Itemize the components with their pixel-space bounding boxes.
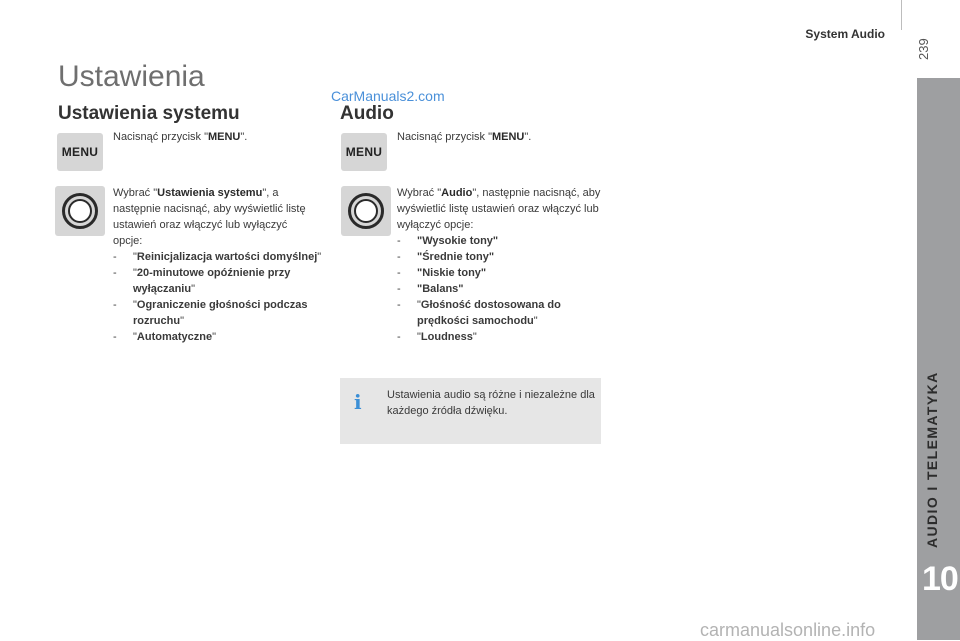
system-step1-prefix: Nacisnąć przycisk " <box>113 131 208 143</box>
list-item: - "Średnie tony" <box>397 251 495 263</box>
audio-step2-prefix: Wybrać " <box>397 187 442 199</box>
system-step1-suffix: ". <box>240 131 248 143</box>
system-options-list <box>113 249 323 345</box>
system-step2-prefix: Wybrać " <box>113 187 158 199</box>
audio-step1-suffix: ". <box>524 131 532 143</box>
audio-step2-bold: Audio <box>441 187 473 199</box>
list-item: - "Niskie tony" <box>397 267 487 279</box>
menu-button-icon <box>57 133 103 171</box>
chapter-label: AUDIO I TELEMATYKA <box>924 371 940 548</box>
list-item: - "Wysokie tony" <box>397 235 499 247</box>
list-item: - "20-minutowe opóźnienie przy wyłączaniu" <box>113 267 291 295</box>
list-item: - "Balans" <box>397 283 464 295</box>
list-item: - "Ograniczenie głośności podczas rozruchu" <box>113 299 308 327</box>
menu-button-icon <box>341 133 387 171</box>
rotary-knob-icon <box>341 186 391 236</box>
list-item: - "Głośność dostosowana do prędkości samochodu" <box>397 299 561 327</box>
list-item: - "Loudness" <box>397 331 477 343</box>
list-item: - "Automatyczne" <box>113 331 216 343</box>
audio-step1-prefix: Nacisnąć przycisk " <box>397 131 492 143</box>
system-step1-text <box>113 129 303 145</box>
page-number: 239 <box>916 38 931 60</box>
audio-step1-bold: MENU <box>491 131 525 143</box>
system-settings-title: Ustawienia systemu <box>58 103 240 124</box>
audio-options-list <box>397 233 597 345</box>
header-divider <box>901 0 902 30</box>
rotary-knob-icon <box>55 186 105 236</box>
watermark-bottom: carmanualsonline.info <box>700 620 876 640</box>
info-icon: i <box>354 390 362 414</box>
system-step2-suffix: ", a następnie nacisnąć, aby wyświetlić listę ustawień oraz włączyć lub wyłączyć opcje: <box>113 187 306 247</box>
menu-button-label: MENU <box>61 145 99 159</box>
menu-button-label: MENU <box>345 145 383 159</box>
chapter-sidebar <box>917 78 960 640</box>
audio-step2-suffix: ", następnie nacisnąć, aby wyświetlić listę ustawień oraz włączyć lub wyłączyć opcje: <box>397 187 601 231</box>
chapter-number: 10 <box>922 560 958 598</box>
info-text: Ustawienia audio są różne i niezależne dla każdego źródła dźwięku. <box>387 389 595 417</box>
audio-step1-text <box>397 129 597 145</box>
system-step2-bold: Ustawienia systemu <box>157 187 263 199</box>
audio-title: Audio <box>340 103 394 124</box>
audio-step2-text <box>397 185 607 233</box>
header-title: System Audio <box>805 27 885 41</box>
system-step1-bold: MENU <box>207 131 241 143</box>
system-step2-text <box>113 185 313 249</box>
watermark-top: CarManuals2.com <box>331 88 445 104</box>
list-item: - "Reinicjalizacja wartości domyślnej" <box>113 251 322 263</box>
page-title: Ustawienia <box>58 60 205 93</box>
